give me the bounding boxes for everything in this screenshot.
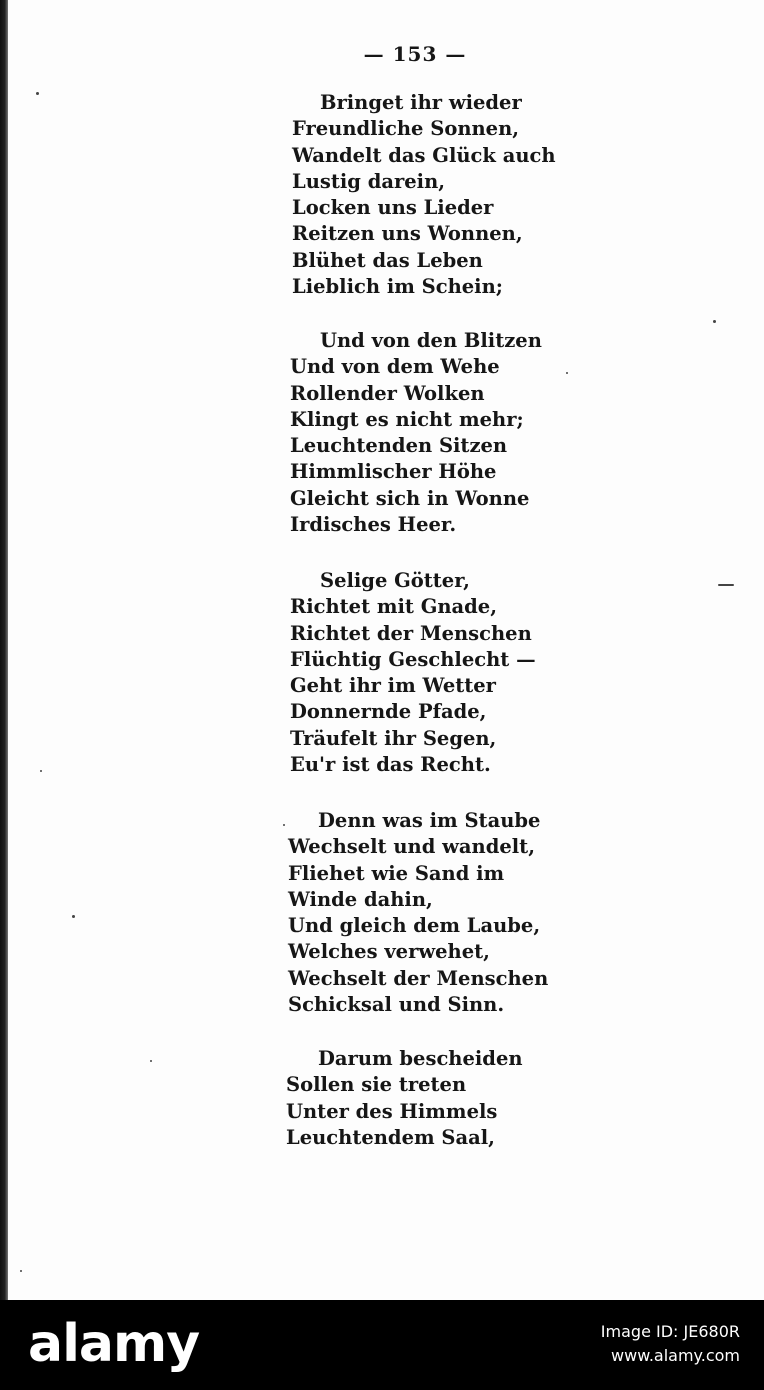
verse-line: Unter des Himmels	[286, 1099, 498, 1123]
verse-line: Lustig darein,	[292, 169, 446, 193]
verse-line: Wechselt und wandelt,	[288, 835, 535, 859]
paper-speck	[566, 372, 568, 374]
paper-speck	[283, 824, 285, 826]
verse-line: Und von dem Wehe	[290, 355, 500, 379]
verse-line: Fliehet wie Sand im	[288, 861, 505, 885]
verse-line: Geht ihr im Wetter	[290, 674, 496, 698]
verse-line: Wandelt das Glück auch	[292, 143, 556, 167]
verse-line: Leuchtenden Sitzen	[290, 434, 508, 458]
verse-line: Wechselt der Menschen	[288, 966, 549, 990]
page-binding-edge	[0, 0, 8, 1300]
verse-line: Lieblich im Schein;	[292, 275, 503, 299]
verse-line: Bringet ihr wieder	[320, 91, 522, 114]
verse-line: Reitzen uns Wonnen,	[292, 222, 523, 246]
verse-line: Rollender Wolken	[290, 381, 485, 405]
verse-line: Und von den Blitzen	[320, 329, 542, 352]
image-id-label: Image ID: JE680R	[600, 1322, 740, 1341]
paper-speck	[36, 92, 39, 95]
verse-line: Schicksal und Sinn.	[288, 993, 505, 1017]
paper-speck	[150, 1060, 152, 1062]
verse-line: Darum bescheiden	[318, 1047, 523, 1070]
verse-line: Selige Götter,	[320, 569, 470, 592]
verse-line: Richtet der Menschen	[290, 621, 532, 645]
verse-line: Und gleich dem Laube,	[288, 914, 541, 938]
paper-speck	[718, 584, 734, 586]
verse-line: Sollen sie treten	[286, 1073, 467, 1097]
verse-line: Winde dahin,	[288, 887, 433, 911]
verse-line: Flüchtig Geschlecht —	[290, 647, 536, 671]
image-id-block	[601, 1320, 740, 1368]
verse-line: Irdisches Heer.	[290, 513, 457, 537]
verse-line: Himmlischer Höhe	[290, 460, 497, 484]
site-url: www.alamy.com	[611, 1346, 740, 1365]
verse-line: Blühet das Leben	[292, 248, 483, 272]
paper-speck	[40, 770, 42, 772]
stanza-2	[290, 328, 542, 538]
alamy-logo: alamy	[28, 1314, 200, 1374]
verse-line: Klingt es nicht mehr;	[290, 407, 524, 431]
verse-line: Denn was im Staube	[318, 809, 541, 832]
verse-line: Eu'r ist das Recht.	[290, 753, 491, 777]
page-number: — 153 —	[363, 42, 467, 66]
verse-line: Träufelt ihr Segen,	[290, 726, 497, 750]
stanza-3	[290, 568, 536, 778]
verse-line: Donnernde Pfade,	[290, 700, 487, 724]
verse-line: Gleicht sich in Wonne	[290, 486, 530, 510]
verse-line: Freundliche Sonnen,	[292, 117, 520, 141]
paper-speck	[72, 915, 75, 918]
stanza-1	[292, 90, 556, 300]
stanza-5	[286, 1046, 523, 1151]
paper-speck	[713, 320, 716, 323]
stanza-4	[288, 808, 548, 1018]
verse-line: Leuchtendem Saal,	[286, 1125, 495, 1149]
watermark-footer	[0, 1300, 764, 1390]
verse-line: Richtet mit Gnade,	[290, 595, 498, 619]
verse-line: Welches verwehet,	[288, 940, 490, 964]
paper-speck	[20, 1270, 22, 1272]
verse-line: Locken uns Lieder	[292, 196, 494, 220]
